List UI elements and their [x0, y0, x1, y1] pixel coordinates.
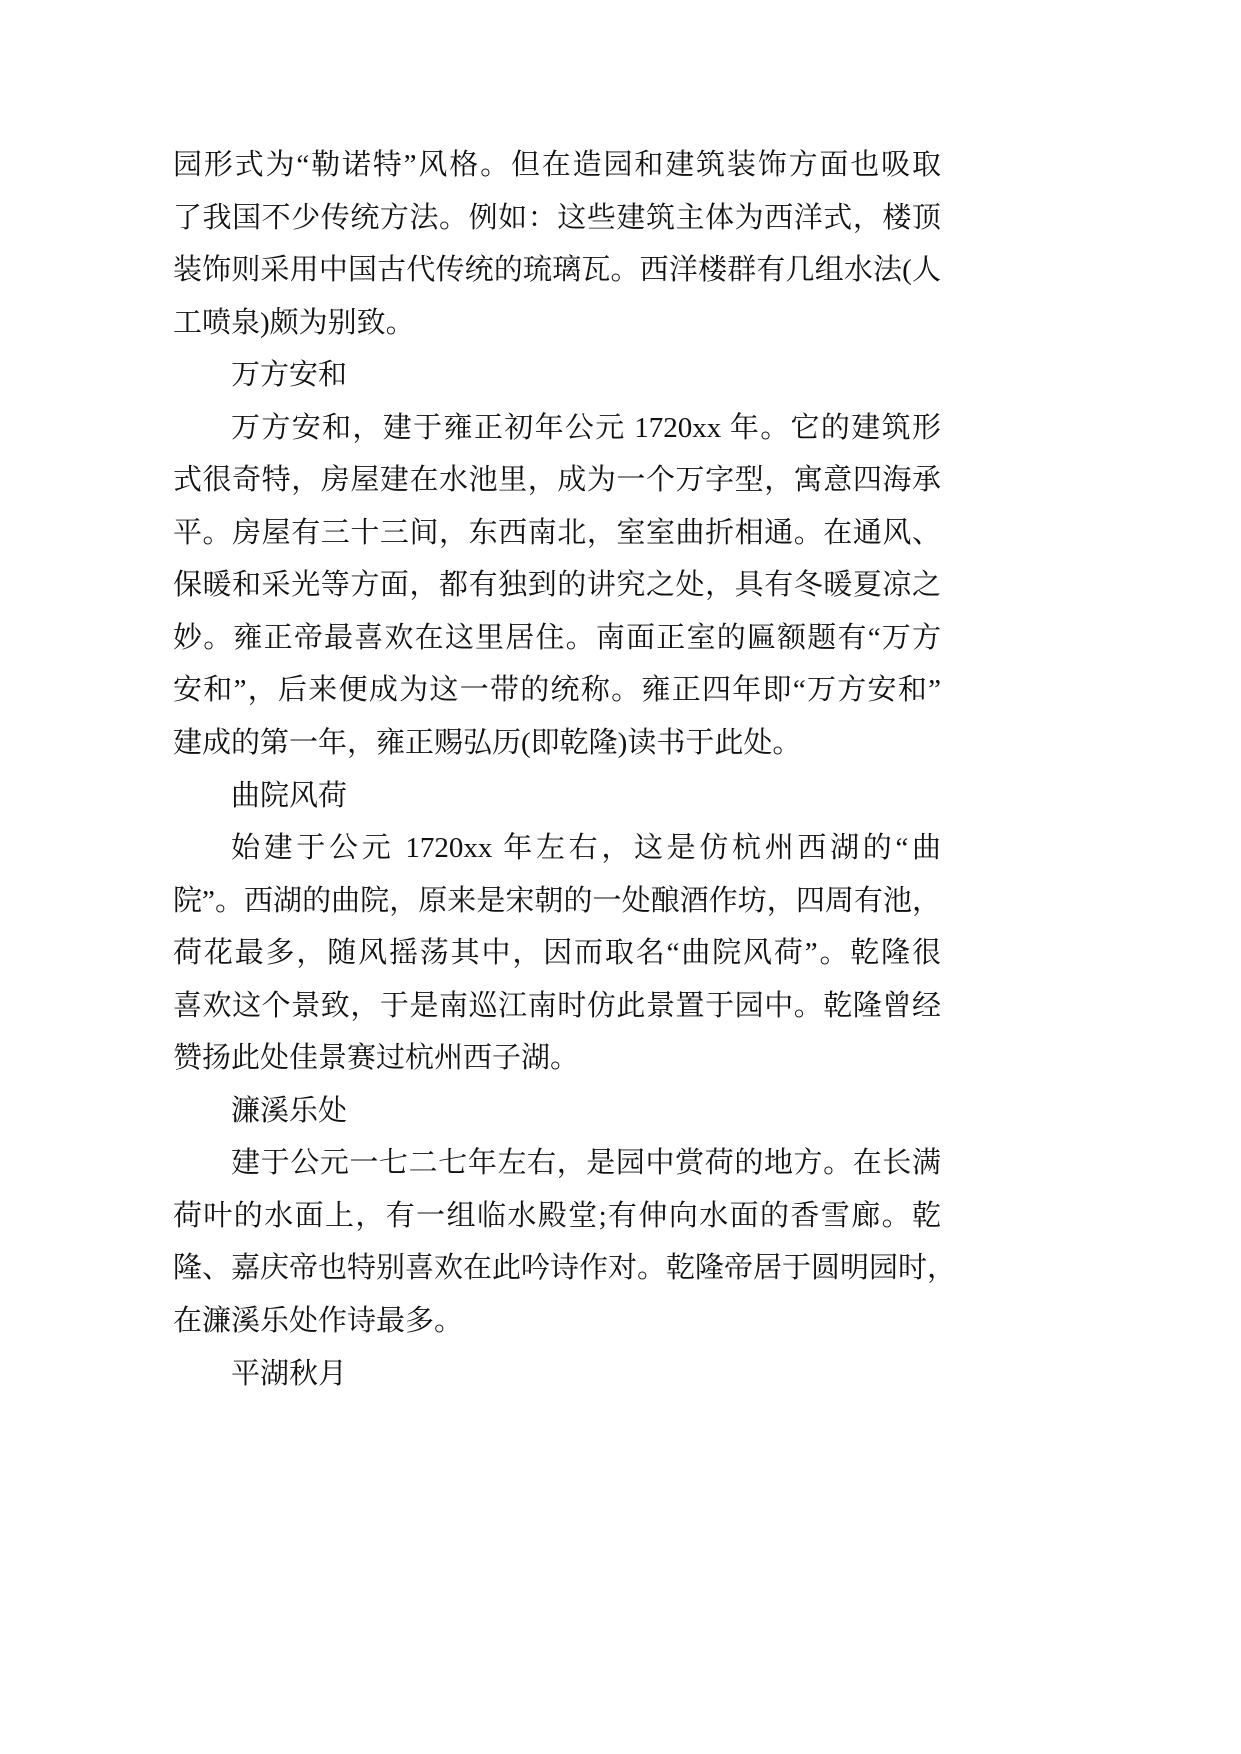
text-line: 工喷泉)颇为别致。	[173, 306, 415, 339]
text-line: 建于公元一七二七年左右，是园中赏荷的地方。在长满	[231, 1147, 941, 1180]
text-line: 院”。西湖的曲院，原来是宋朝的一处酿酒作坊，四周有池，	[173, 884, 941, 917]
text-line: 式很奇特，房屋建在水池里，成为一个万字型，寓意四海承	[173, 464, 941, 497]
text-line: 荷花最多，随风摇荡其中，因而取名“曲院风荷”。乾隆很	[173, 937, 941, 970]
text-line: 始建于公元 1720xx 年左右，这是仿杭州西湖的“曲	[231, 832, 941, 865]
text-line: 妙。雍正帝最喜欢在这里居住。南面正室的匾额题有“万方	[173, 621, 941, 654]
text-line: 万方安和，建于雍正初年公元 1720xx 年。它的建筑形	[231, 411, 941, 444]
paragraph-garden-style	[173, 139, 941, 349]
section-heading-wanfang-anhe: 万方安和	[231, 359, 348, 392]
text-line: 保暖和采光等方面，都有独到的讲究之处，具有冬暖夏凉之	[173, 569, 941, 602]
text-line: 平。房屋有三十三间，东西南北，室室曲折相通。在通风、	[173, 516, 941, 549]
text-line: 在濂溪乐处作诗最多。	[173, 1305, 464, 1338]
section-heading-quyuan-fenghe: 曲院风荷	[231, 779, 348, 812]
text-line: 喜欢这个景致，于是南巡江南时仿此景置于园中。乾隆曾经	[173, 989, 941, 1022]
section-heading-lianxi-lechu: 濂溪乐处	[231, 1094, 348, 1127]
text-line: 荷叶的水面上，有一组临水殿堂;有伸向水面的香雪廊。乾	[173, 1199, 941, 1232]
paragraph-wanfang-anhe	[173, 402, 941, 770]
text-line: 隆、嘉庆帝也特别喜欢在此吟诗作对。乾隆帝居于圆明园时，	[173, 1252, 957, 1285]
text-line: 赞扬此处佳景赛过杭州西子湖。	[173, 1042, 580, 1075]
text-line: 装饰则采用中国古代传统的琉璃瓦。西洋楼群有几组水法(人	[173, 254, 941, 287]
paragraph-lianxi-lechu	[173, 1137, 957, 1347]
text-line: 建成的第一年，雍正赐弘历(即乾隆)读书于此处。	[173, 727, 802, 760]
text-line: 园形式为“勒诺特”风格。但在造园和建筑装饰方面也吸取	[173, 149, 941, 181]
text-line: 了我国不少传统方法。例如：这些建筑主体为西洋式，楼顶	[173, 201, 941, 234]
text-line: 安和”，后来便成为这一带的统称。雍正四年即“万方安和”	[173, 674, 941, 707]
paragraph-quyuan-fenghe	[173, 822, 941, 1085]
document-body	[173, 139, 957, 1400]
section-heading-pinghu-qiuyue: 平湖秋月	[231, 1357, 348, 1390]
